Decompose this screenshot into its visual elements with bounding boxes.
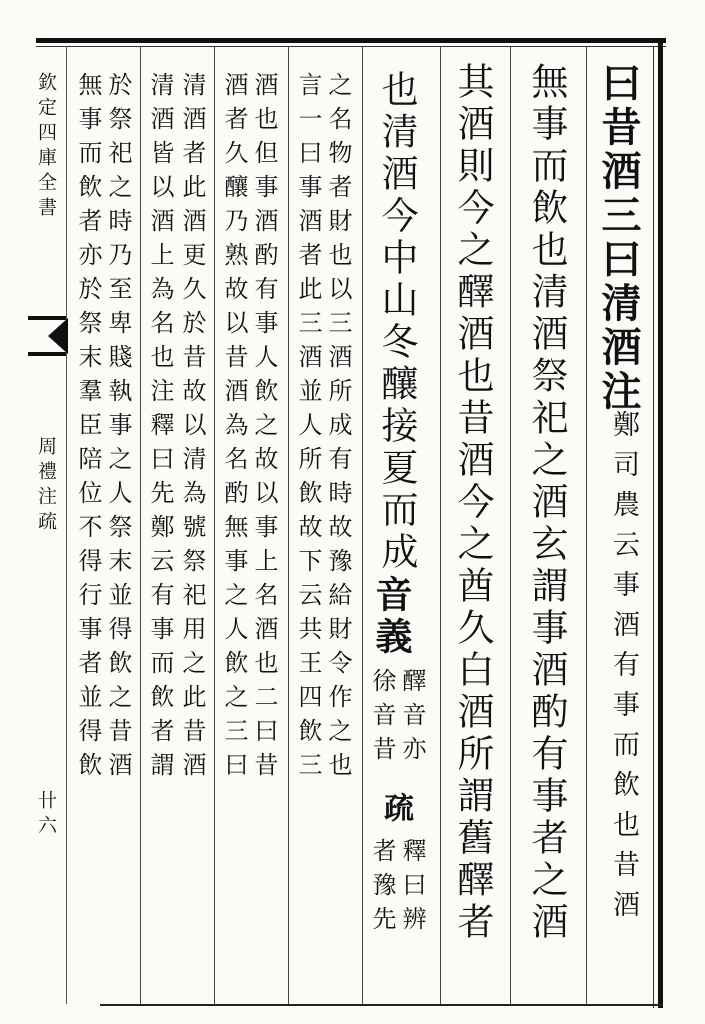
column-rule <box>440 46 441 1004</box>
subcommentary-column: 酒也但事酒酌有事人飲之故以事上名酒也二曰昔 <box>250 72 278 786</box>
shu-marker: 疏 <box>378 792 413 827</box>
commentary-column: 無事而飲也清酒祭祀之酒玄謂事酒酌有事者之酒 <box>525 62 568 944</box>
subcommentary-column: 言一曰事酒者此三酒並人所飲故下云共王四飲三 <box>294 72 322 786</box>
fish-tail-mark-bottom <box>28 352 66 356</box>
book-title: 周禮注疏 <box>35 436 57 536</box>
column-rule <box>214 46 215 1004</box>
subcommentary-column: 清酒皆以酒上為名也注釋曰先鄭云有事而飲者謂 <box>146 72 174 786</box>
margin-rule <box>66 46 67 1004</box>
subcommentary-column: 之名物者財也以三酒所成有時故豫給財令作之也 <box>324 72 352 786</box>
folio-number: 卄六 <box>35 790 57 840</box>
subcommentary-column: 於祭祀之時乃至卑賤執事之人祭末並得飲之昔酒 <box>104 72 132 786</box>
subcommentary-column: 酒者久釀乃熟故以昔酒為名酌無事之人飲之三曰 <box>220 72 248 786</box>
yinyi-marker: 音義 <box>369 575 413 659</box>
frame-top-border <box>36 38 666 43</box>
commentary-column: 也清酒今中山冬釀接夏而成 <box>375 70 418 574</box>
column-rule <box>586 46 587 1004</box>
column-rule <box>510 46 511 1004</box>
subcommentary-column: 清酒者此酒更久於昔故以清為號祭祀用之此昔酒 <box>178 72 206 786</box>
frame-bottom-border <box>100 1004 663 1006</box>
column-rule <box>288 46 289 1004</box>
subcommentary-column: 釋曰辨 <box>398 838 426 940</box>
subcommentary-column: 者豫先 <box>368 838 396 940</box>
frame-top-inner-border <box>36 46 666 47</box>
pronunciation-note: 徐音昔 <box>368 668 396 770</box>
commentary-column: 其酒則今之醳酒也昔酒今之酋久白酒所謂舊醳者 <box>451 62 494 944</box>
collection-title: 欽定四庫全書 <box>35 72 57 222</box>
frame-right-inner-border <box>653 46 654 1008</box>
column-rule <box>140 46 141 1004</box>
fish-tail-mark <box>28 318 68 354</box>
column-rule <box>362 46 363 1004</box>
frame-right-border <box>658 38 663 1008</box>
pronunciation-note: 醳音亦 <box>398 668 426 770</box>
subcommentary-column: 無事而飲者亦於祭末羣臣陪位不得行事者並得飲 <box>74 72 102 786</box>
commentary-column: 鄭司農云事酒有事而飲也昔酒 <box>608 410 639 930</box>
main-text-column: 曰昔酒三曰清酒注 <box>595 62 642 414</box>
